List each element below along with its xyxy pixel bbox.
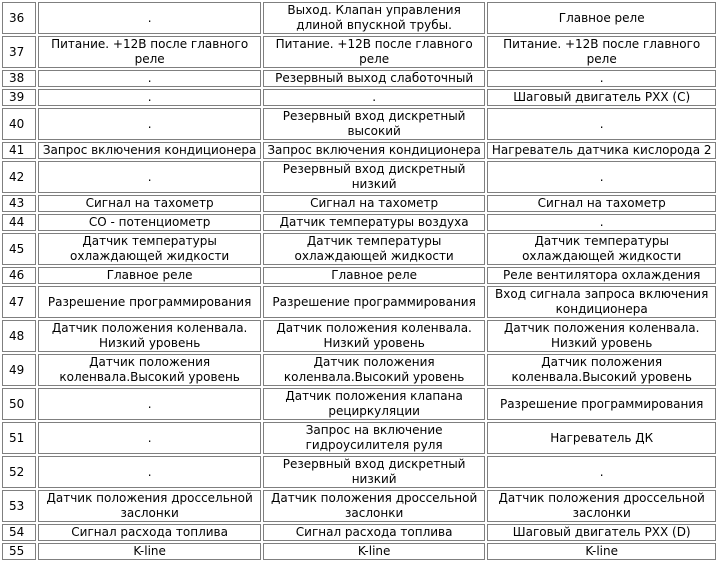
table-row	[2, 108, 716, 140]
pinout-table-body	[2, 2, 716, 560]
variant-2-cell: Сигнал на тахометр	[263, 195, 486, 212]
variant-1-cell: Сигнал расхода топлива	[38, 524, 261, 541]
variant-3-cell: Питание. +12В после главного реле	[487, 36, 716, 68]
pin-number-cell: 36	[2, 2, 36, 34]
variant-1-cell: Питание. +12В после главного реле	[38, 36, 261, 68]
pin-number-cell: 37	[2, 36, 36, 68]
variant-1-cell: .	[38, 89, 261, 106]
variant-2-cell: Резервный вход дискретный низкий	[263, 456, 486, 488]
variant-2-cell: .	[263, 89, 486, 106]
variant-3-cell: .	[487, 214, 716, 231]
variant-3-cell: .	[487, 456, 716, 488]
variant-2-cell: Датчик положения клапана рециркуляции	[263, 388, 486, 420]
table-row	[2, 422, 716, 454]
variant-1-cell: Датчик положения дроссельной заслонки	[38, 490, 261, 522]
pin-number-cell: 39	[2, 89, 36, 106]
variant-2-cell: Запрос на включение гидроусилителя руля	[263, 422, 486, 454]
variant-1-cell: Главное реле	[38, 267, 261, 284]
table-row	[2, 233, 716, 265]
variant-3-cell: Нагреватель ДК	[487, 422, 716, 454]
variant-3-cell: Главное реле	[487, 2, 716, 34]
table-row	[2, 456, 716, 488]
pin-number-cell: 51	[2, 422, 36, 454]
pin-number-cell: 43	[2, 195, 36, 212]
variant-1-cell: .	[38, 161, 261, 193]
variant-1-cell: .	[38, 108, 261, 140]
variant-2-cell: Сигнал расхода топлива	[263, 524, 486, 541]
variant-2-cell: Резервный выход слаботочный	[263, 70, 486, 87]
pin-number-cell: 49	[2, 354, 36, 386]
variant-1-cell: .	[38, 2, 261, 34]
variant-2-cell: Резервный вход дискретный высокий	[263, 108, 486, 140]
table-row	[2, 195, 716, 212]
variant-3-cell: K-line	[487, 543, 716, 560]
variant-3-cell: Датчик положения дроссельной заслонки	[487, 490, 716, 522]
table-row	[2, 267, 716, 284]
variant-2-cell: Главное реле	[263, 267, 486, 284]
variant-2-cell: Датчик положения дроссельной заслонки	[263, 490, 486, 522]
variant-2-cell: Резервный вход дискретный низкий	[263, 161, 486, 193]
table-row	[2, 142, 716, 159]
variant-3-cell: Сигнал на тахометр	[487, 195, 716, 212]
variant-2-cell: Запрос включения кондиционера	[263, 142, 486, 159]
pin-number-cell: 42	[2, 161, 36, 193]
pin-number-cell: 52	[2, 456, 36, 488]
variant-2-cell: Датчик положения коленвала.Высокий уровень	[263, 354, 486, 386]
table-row	[2, 2, 716, 34]
variant-3-cell: Шаговый двигатель РХХ (D)	[487, 524, 716, 541]
table-row	[2, 70, 716, 87]
variant-1-cell: Датчик положения коленвала. Низкий уровень	[38, 320, 261, 352]
variant-1-cell: .	[38, 456, 261, 488]
variant-1-cell: Датчик положения коленвала.Высокий уровень	[38, 354, 261, 386]
variant-2-cell: Датчик температуры охлаждающей жидкости	[263, 233, 486, 265]
table-row	[2, 524, 716, 541]
pin-number-cell: 53	[2, 490, 36, 522]
variant-2-cell: K-line	[263, 543, 486, 560]
variant-1-cell: K-line	[38, 543, 261, 560]
variant-2-cell: Датчик температуры воздуха	[263, 214, 486, 231]
variant-2-cell: Выход. Клапан управления длиной впускной трубы.	[263, 2, 486, 34]
table-row	[2, 388, 716, 420]
table-row	[2, 286, 716, 318]
pin-number-cell: 47	[2, 286, 36, 318]
table-row	[2, 161, 716, 193]
pin-number-cell: 45	[2, 233, 36, 265]
variant-3-cell: .	[487, 70, 716, 87]
variant-1-cell: СО - потенциометр	[38, 214, 261, 231]
variant-3-cell: Датчик температуры охлаждающей жидкости	[487, 233, 716, 265]
pin-number-cell: 44	[2, 214, 36, 231]
variant-1-cell: .	[38, 70, 261, 87]
pin-number-cell: 38	[2, 70, 36, 87]
variant-1-cell: Сигнал на тахометр	[38, 195, 261, 212]
variant-2-cell: Питание. +12В после главного реле	[263, 36, 486, 68]
pin-number-cell: 50	[2, 388, 36, 420]
variant-3-cell: .	[487, 161, 716, 193]
table-row	[2, 36, 716, 68]
table-row	[2, 354, 716, 386]
variant-3-cell: Датчик положения коленвала.Высокий уровень	[487, 354, 716, 386]
variant-3-cell: Шаговый двигатель РХХ (C)	[487, 89, 716, 106]
variant-1-cell: .	[38, 422, 261, 454]
variant-1-cell: .	[38, 388, 261, 420]
table-row	[2, 89, 716, 106]
variant-3-cell: Вход сигнала запроса включения кондиционера	[487, 286, 716, 318]
variant-2-cell: Разрешение программирования	[263, 286, 486, 318]
pin-number-cell: 55	[2, 543, 36, 560]
pin-number-cell: 48	[2, 320, 36, 352]
pin-number-cell: 41	[2, 142, 36, 159]
variant-1-cell: Запрос включения кондиционера	[38, 142, 261, 159]
table-row	[2, 320, 716, 352]
table-row	[2, 214, 716, 231]
variant-1-cell: Разрешение программирования	[38, 286, 261, 318]
variant-3-cell: Датчик положения коленвала. Низкий уровень	[487, 320, 716, 352]
pin-number-cell: 46	[2, 267, 36, 284]
variant-3-cell: .	[487, 108, 716, 140]
variant-3-cell: Нагреватель датчика кислорода 2	[487, 142, 716, 159]
variant-2-cell: Датчик положения коленвала. Низкий уровень	[263, 320, 486, 352]
table-row	[2, 490, 716, 522]
pin-number-cell: 40	[2, 108, 36, 140]
variant-3-cell: Разрешение программирования	[487, 388, 716, 420]
pin-number-cell: 54	[2, 524, 36, 541]
variant-3-cell: Реле вентилятора охлаждения	[487, 267, 716, 284]
variant-1-cell: Датчик температуры охлаждающей жидкости	[38, 233, 261, 265]
